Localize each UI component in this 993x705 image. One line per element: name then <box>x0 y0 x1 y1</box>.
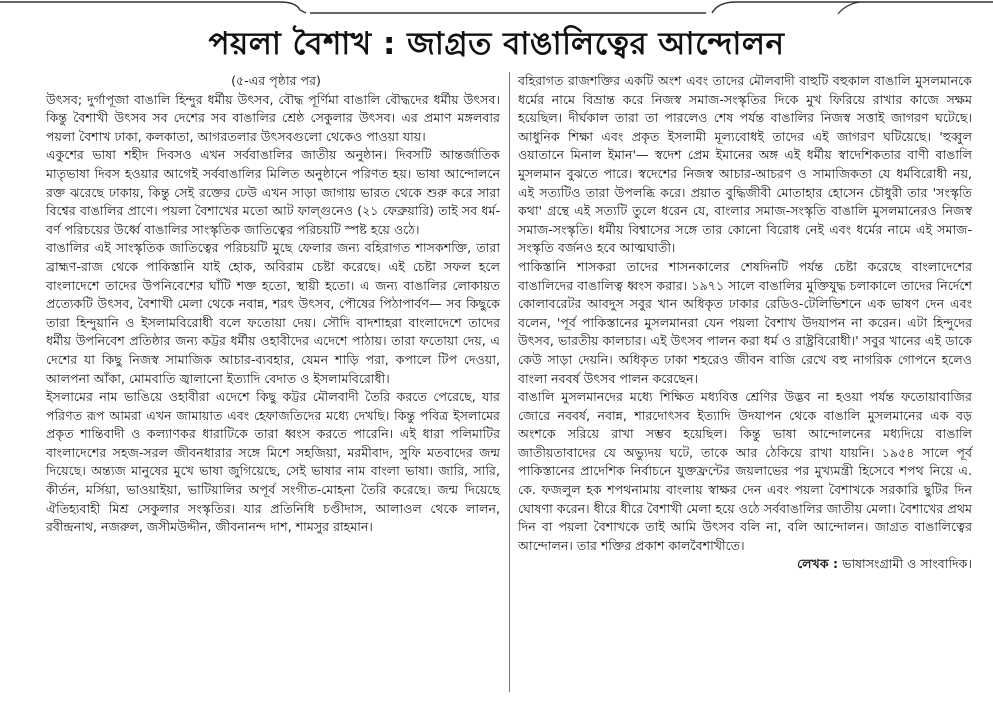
paragraph: একুশের ভাষা শহীদ দিবসও এখন সর্ববাঙালির জাতীয় অনুষ্ঠান। দিবসটি আন্তর্জাতিক মাতৃভাষা দিবস হওয়ার আগেই সর্ববাঙালির মিলিত অনুষ্ঠানে পরিণত হয়। ভাষা আন্দোলনে রক্ত ঝরেছে ঢাকায়, কিন্তু সেই রক্তের ঢেউ এখন সাড়া জাগায় ভারত থেকে শুরু করে সারা বিশ্বের বাঙালির প্রাণে। পয়লা বৈশাখের মতো আট ফাল্গুনেও (২১ ফেব্রুয়ারি) তাই সব ধর্ম-বর্ণ পরিচয়ের উর্ধ্বে বাঙালির সাংস্কৃতিক জাতিত্বের পরিচয়টি স্পষ্ট হয়ে ওঠে। <box>46 147 500 237</box>
article-column-right <box>518 72 972 574</box>
article-headline: পয়লা বৈশাখ : জাগ্রত বাঙালিত্বের আন্দোলন <box>208 26 785 62</box>
paragraph: উৎসব; দুর্গাপূজা বাঙালি হিন্দুর ধর্মীয় উৎসব, বৌদ্ধ পূর্ণিমা বাঙালি বৌদ্ধদের ধর্মীয় উৎসব। কিন্তু বৈশাখী উৎসব সব দেশের সব বাঙালির শ্রেষ্ঠ সেকুলার উৎসব। এর প্রমাণ মঙ্গলবার পয়লা বৈশাখ ঢাকা, কলকাতা, আগরতলার উৎসবগুলো থেকেও পাওয়া যায়। <box>46 91 500 144</box>
byline-text: ভাষাসংগ্রামী ও সাংবাদিক। <box>842 556 972 572</box>
frame-rule-icon <box>0 0 993 14</box>
paragraph: পাকিস্তানি শাসকরা তাদের শাসনকালের শেষদিনটি পর্যন্ত চেষ্টা করেছে বাংলাদেশের বাঙালিদের বাঙালিত্ব ধ্বংস করার। ১৯৭১ সালে বাঙালির মুক্তিযুদ্ধ চলাকালে তাদের নির্দেশে কোলাবরেটর আবদুস সবুর খান অধিকৃত ঢাকার রেডিও-টেলিভিশনে এক ভাষণ দেন এবং বলেন, 'পূর্ব পাকিস্তানের মুসলমানরা যেন পয়লা বৈশাখ উদযাপন না করেন। এটা হিন্দুদের উৎসব, ভারতীয় কালচার। এই উৎসব পালন করা ধর্ম ও রাষ্ট্রবিরোধী।' সবুর খানের এই ডাকে কেউ সাড়া দেয়নি। অধিকৃত ঢাকা শহরেও জীবন বাজি রেখে বহু নাগরিক গোপনে হলেও বাংলা নববর্ষ উৎসব পালন করেছেন। <box>518 258 972 386</box>
continuation-note: (৫-এর পৃষ্ঠার পর) <box>231 73 321 88</box>
article-column-left <box>46 72 500 537</box>
paragraph: বাঙালির এই সাংস্কৃতিক জাতিত্বের পরিচয়টি মুছে ফেলার জন্য বহিরাগত শাসকশক্তি, তারা ব্রাহ্মণ-রাজ থেকে পাকিস্তানি যাই হোক, অবিরাম চেষ্টা করেছে। এই চেষ্টা সফল হলে বাংলাদেশে তাদের উপনিবেশের ঘাঁটি শক্ত হতো, স্থায়ী হতো। এ জন্য বাঙালির লোকায়ত প্রত্যেকটি উৎসব, বৈশাখী মেলা থেকে নবান্ন, শরৎ উৎসব, পৌষের পিঠাপার্বণ— সব কিছুকে তারা হিন্দুয়ানি ও ইসলামবিরোধী বলে ফতোয়া দেয়। সৌদি বাদশাহরা বাংলাদেশে তাদের ধর্মীয় উপনিবেশ প্রতিষ্ঠার জন্য কট্টর ধর্মীয় ওহাবীদের এদেশে পাঠায়। তারা ফতোয়া দেয়, এ দেশের যা কিছু নিজস্ব সামাজিক আচার-ব্যবহার, যেমন শাড়ি পরা, কপালে টিপ দেওয়া, আলপনা আঁকা, মোমবাতি জ্বালানো ইত্যাদি বেদাত ও ইসলামবিরোধী। <box>46 240 500 386</box>
byline-label: লেখক : <box>797 556 839 572</box>
column-divider <box>509 72 510 692</box>
paragraph: ইসলামের নাম ভাঙিয়ে ওহাবীরা এদেশে কিছু কট্টর মৌলবাদী তৈরি করতে পেরেছে, যার পরিণত রূপ আমরা এখন জামায়াত এবং হেফাজতিদের মধ্যে দেখছি। কিন্তু পবিত্র ইসলামের প্রকৃত শান্তিবাদী ও কল্যাণকর ধারাটিকে তারা ধ্বংস করতে পারেনি। এই ধারা পলিমাটির বাংলাদেশের সহজ-সরল জীবনধারার সঙ্গে মিশে সহজিয়া, মরমীবাদ, সুফি মতবাদের জন্ম দিয়েছে। অন্ত্যজ মানুষের মুখে ভাষা জুগিয়েছে, সেই ভাষার নাম বাংলা ভাষা। জারি, সারি, কীর্তন, মর্সিয়া, ভাওয়াইয়া, ভাটিয়ালির অপূর্ব সংগীত-মোহনা তৈরি করেছে। জন্ম দিয়েছে ঐতিহ্যবাহী মিশ্র সেকুলার সংস্কৃতির। যার প্রতিনিধি চণ্ডীদাস, আলাওল থেকে লালন, রবীন্দ্রনাথ, নজরুল, জসীমউদ্দীন, জীবনানন্দ দাশ, শামসুর রাহমান। <box>46 389 500 535</box>
paragraph: বহিরাগত রাজশক্তির একটি অংশ এবং তাদের মৌলবাদী বাহুটি বহুকাল বাঙালি মুসলমানকে ধর্মের নামে বিভ্রান্ত করে নিজস্ব সমাজ-সংস্কৃতির দিকে মুখ ফিরিয়ে রাখার কাজে সক্ষম হয়েছিল। দীর্ঘকাল তারা তা পারলেও শেষ পর্যন্ত বাঙালির নিজস্ব সত্তাই জাগরণ ঘটেছে। আধুনিক শিক্ষা এবং প্রকৃত ইসলামী মূল্যবোধই তাদের এই জাগরণ ঘটিয়েছে। 'হুব্বুল ওয়াতানে মিনাল ইমান'— স্বদেশ প্রেম ইমানের অঙ্গ এই ধর্মীয় স্বাদেশিকতার বাণী বাঙালি মুসলমান বুঝতে পারে। স্বদেশের নিজস্ব আচার-আচরণ ও সামাজিকতা যে ধর্মবিরোধী নয়, এই সত্যটিও তারা উপলব্ধি করে। প্রয়াত বুদ্ধিজীবী মোতাহার হোসেন চৌধুরী তার 'সংস্কৃতি কথা' গ্রন্থে এই সত্যটি তুলে ধরেন যে, বাংলার সমাজ-সংস্কৃতি বাঙালি মুসলমানেরও নিজস্ব সমাজ-সংস্কৃতি। ধর্মীয় বিশ্বাসের সঙ্গে তার কোনো বিরোধ নেই এবং ধর্মের নামে এই সমাজ-সংস্কৃতি বর্জনও হবে আত্মঘাতী। <box>518 73 973 256</box>
paragraph: বাঙালি মুসলমানদের মধ্যে শিক্ষিত মধ্যবিত্ত শ্রেণির উদ্ভব না হওয়া পর্যন্ত ফতোয়াবাজির জোরে নববর্ষ, নবান্ন, শারদোৎসব ইত্যাদি উদযাপন থেকে বাঙালি মুসলমানের এক বড় অংশকে সরিয়ে রাখা সম্ভব হয়েছিল। কিন্তু ভাষা আন্দোলনের মধ্যদিয়ে বাঙালি জাতীয়তাবাদের যে অভ্যুদয় ঘটে, তাকে আর ঠেকিয়ে রাখা যায়নি। ১৯৫৪ সালে পূর্ব পাকিস্তানের প্রাদেশিক নির্বাচনে যুক্তফ্রন্টের জয়লাভের পর মুখ্যমন্ত্রী হিসেবে শপথ নিয়ে এ. কে. ফজলুল হক শপথনামায় বাংলায় স্বাক্ষর দেন এবং পয়লা বৈশাখকে সরকারি ছুটির দিন ঘোষণা করেন। ধীরে ধীরে বৈশাখী মেলা হয়ে ওঠে সর্ববাঙালির জাতীয় মেলা। বৈশাখের প্রথম দিন বা পয়লা বৈশাখকে তাই আমি উৎসব বলি না, বলি আন্দোলন। জাগ্রত বাঙালিত্বের আন্দোলন। তার শক্তির প্রকাশ কালবৈশাখীতে। <box>518 389 972 553</box>
author-byline <box>518 555 972 574</box>
page-top-frame <box>0 0 993 14</box>
